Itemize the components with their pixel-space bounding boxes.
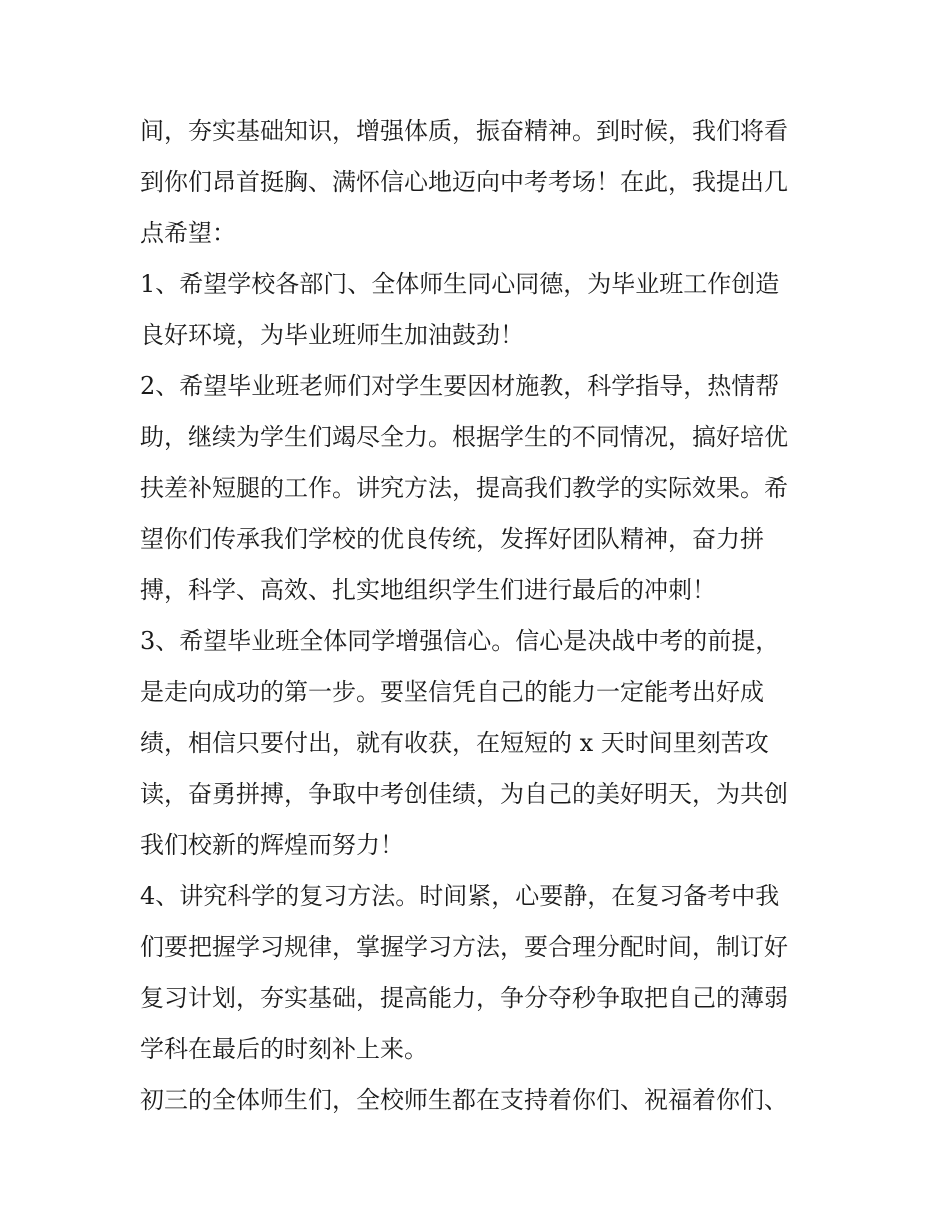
paragraph-closing [140, 1075, 820, 1126]
text-line: 复习计划，夯实基础，提高能力，争分夺秒争取把自己的薄弱 [140, 984, 788, 1012]
text-line: 助，继续为学生们竭尽全力。根据学生的不同情况，搞好培优 [140, 423, 788, 451]
paragraph-hope-4 [140, 871, 820, 1075]
text-line: 绩，相信只要付出，就有收获，在短短的 x 天时间里刻苦攻 [140, 729, 769, 757]
paragraph-hope-2 [140, 361, 820, 616]
text-line: 望你们传承我们学校的优良传统，发挥好团队精神，奋力拼 [140, 525, 764, 553]
text-line: 到你们昂首挺胸、满怀信心地迈向中考考场！在此，我提出几 [140, 168, 788, 196]
text-line: 点希望： [140, 219, 236, 247]
text-line: 我们校新的辉煌而努力！ [140, 831, 404, 859]
text-line: 学科在最后的时刻补上来。 [140, 1035, 428, 1063]
text-line: 是走向成功的第一步。要坚信凭自己的能力一定能考出好成 [140, 678, 764, 706]
text-line: 初三的全体师生们，全校师生都在支持着你们、祝福着你们、 [140, 1086, 788, 1114]
text-line: 4、讲究科学的复习方法。时间紧，心要静，在复习备考中我 [140, 882, 780, 910]
text-line: 扶差补短腿的工作。讲究方法，提高我们教学的实际效果。希 [140, 474, 788, 502]
text-line: 搏，科学、高效、扎实地组织学生们进行最后的冲刺！ [140, 576, 716, 604]
text-line: 3、希望毕业班全体同学增强信心。信心是决战中考的前提， [140, 627, 780, 655]
paragraph-hope-3 [140, 616, 820, 871]
text-line: 良好环境，为毕业班师生加油鼓劲！ [140, 321, 524, 349]
document-body [140, 106, 820, 1126]
text-line: 间，夯实基础知识，增强体质，振奋精神。到时候，我们将看 [140, 117, 788, 145]
text-line: 读，奋勇拼搏，争取中考创佳绩，为自己的美好明天，为共创 [140, 780, 788, 808]
text-line: 1、希望学校各部门、全体师生同心同德，为毕业班工作创造 [140, 270, 780, 298]
paragraph-hope-1 [140, 259, 820, 361]
text-line: 们要把握学习规律，掌握学习方法，要合理分配时间，制订好 [140, 933, 788, 961]
paragraph-intro [140, 106, 820, 259]
text-line: 2、希望毕业班老师们对学生要因材施教，科学指导，热情帮 [140, 372, 780, 400]
